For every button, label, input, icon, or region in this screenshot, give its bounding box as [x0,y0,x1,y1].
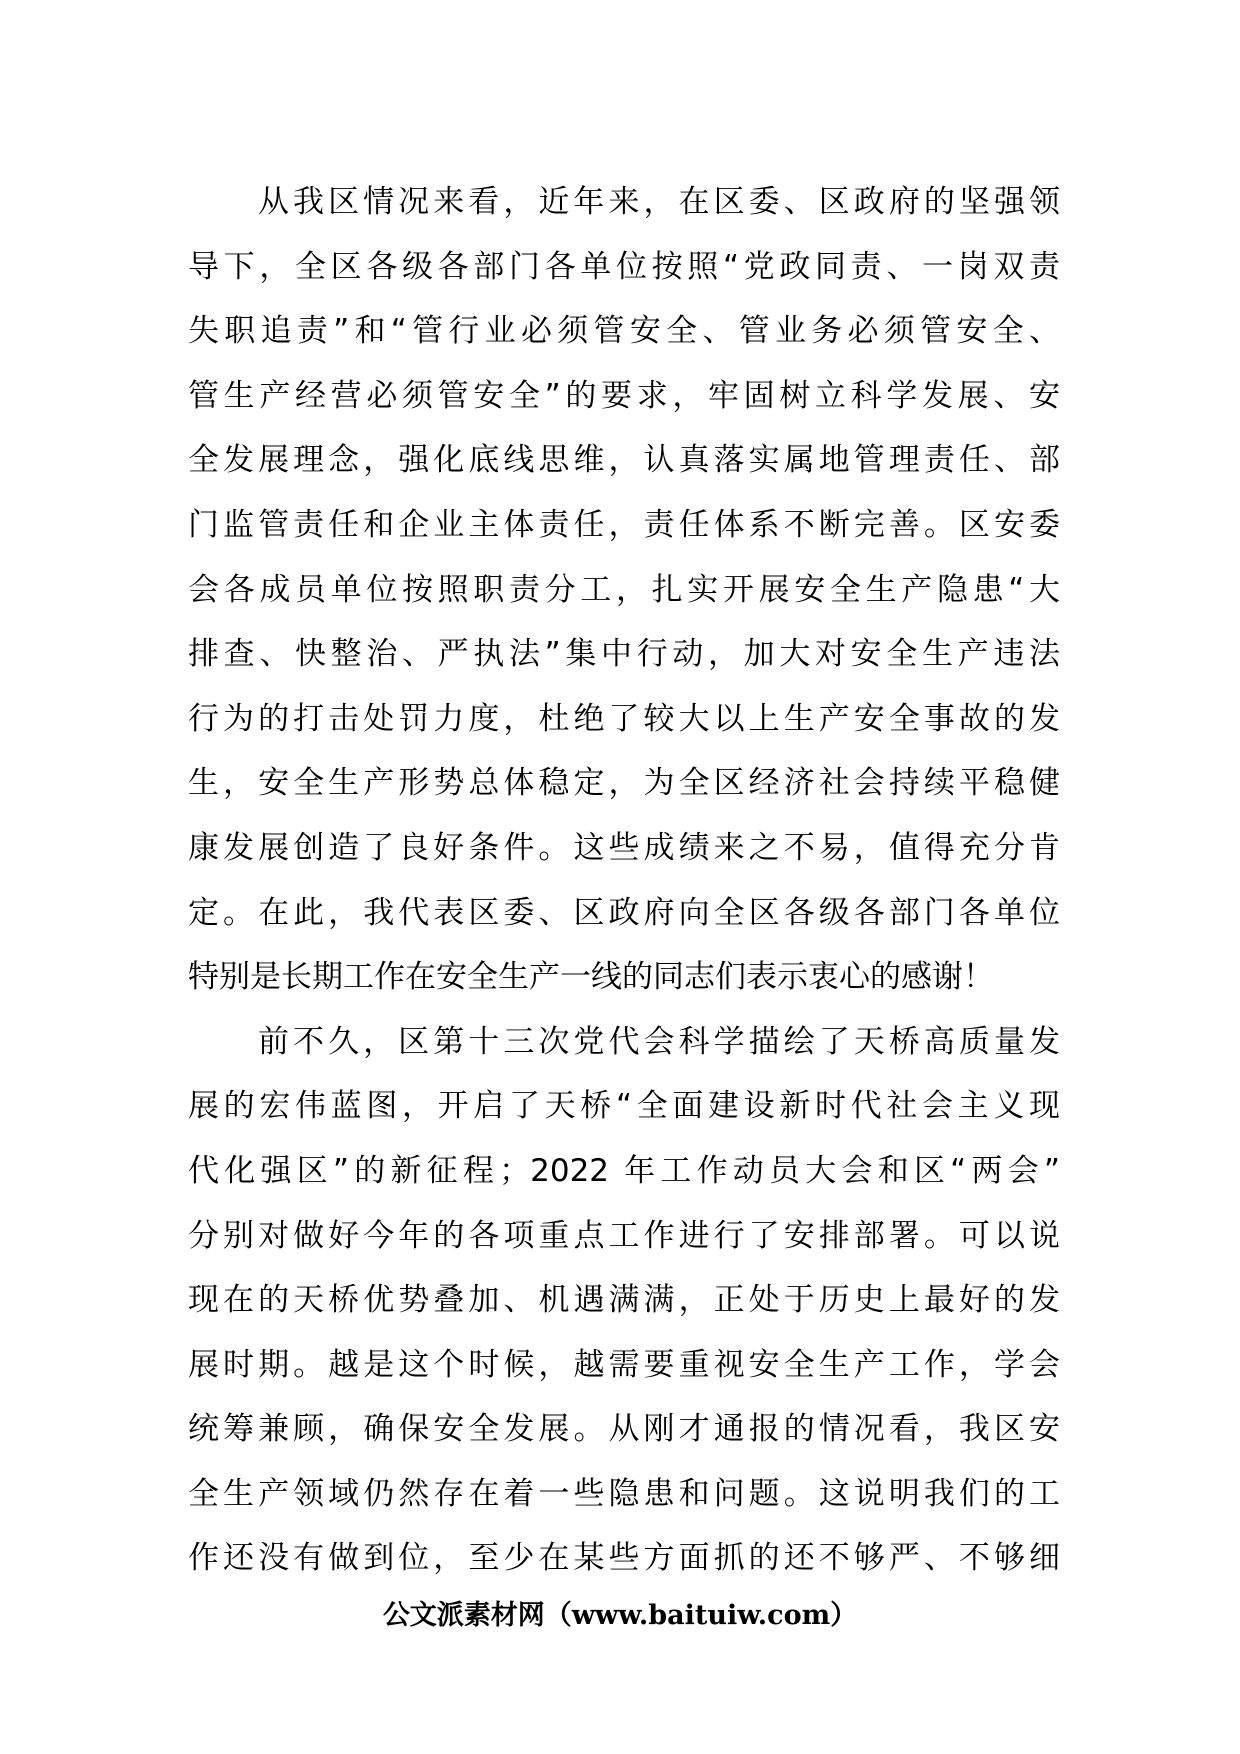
paragraph-1-line-5: 全发展理念，强化底线思维，认真落实属地管理责任、部 [188,442,1060,479]
paragraph-2-line-6: 展时期。越是这个时候，越需要重视安全生产工作，学会 [188,1346,1060,1383]
page-footer-source: 公文派素材网（www.baituiw.com） [382,1600,858,1631]
paragraph-1-line-8: 排查、快整治、严执法”集中行动，加大对安全生产违法 [188,636,1060,673]
paragraph-2-line-2: 展的宏伟蓝图，开启了天桥“全面建设新时代社会主义现 [188,1088,1060,1125]
paragraph-2-line-3: 代化强区”的新征程；2022 年工作动员大会和区“两会” [188,1152,1060,1189]
paragraph-1-line-4: 管生产经营必须管安全”的要求，牢固树立科学发展、安 [188,377,1060,414]
paragraph-2-line-1: 前不久，区第十三次党代会科学描绘了天桥高质量发 [258,1023,1060,1060]
paragraph-2-line-7: 统筹兼顾，确保安全发展。从刚才通报的情况看，我区安 [188,1411,1060,1448]
paragraph-1-line-12: 定。在此，我代表区委、区政府向全区各级各部门各单位 [188,894,1060,931]
paragraph-1-line-11: 康发展创造了良好条件。这些成绩来之不易，值得充分肯 [188,829,1060,866]
paragraph-1-line-6: 门监管责任和企业主体责任，责任体系不断完善。区安委 [188,506,1060,543]
paragraph-1-line-2: 导下，全区各级各部门各单位按照“党政同责、一岗双责 [188,248,1060,285]
document-body [188,170,1060,1591]
paragraph-1-line-7: 会各成员单位按照职责分工，扎实开展安全生产隐患“大 [188,571,1060,608]
paragraph-2-line-4: 分别对做好今年的各项重点工作进行了安排部署。可以说 [188,1217,1060,1254]
paragraph-1-line-3: 失职追责”和“管行业必须管安全、管业务必须管安全、 [188,313,1060,350]
paragraph-1-line-13: 特别是长期工作在安全生产一线的同志们表示衷心的感谢！ [188,959,994,996]
paragraph-2-line-5: 现在的天桥优势叠加、机遇满满，正处于历史上最好的发 [188,1282,1060,1319]
paragraph-1-line-1: 从我区情况来看，近年来，在区委、区政府的坚强领 [258,184,1060,220]
paragraph-1-line-10: 生，安全生产形势总体稳定，为全区经济社会持续平稳健 [188,765,1060,802]
paragraph-2-line-8: 全生产领域仍然存在着一些隐患和问题。这说明我们的工 [188,1475,1060,1512]
paragraph-1-line-9: 行为的打击处罚力度，杜绝了较大以上生产安全事故的发 [188,700,1060,737]
paragraph-2-line-9: 作还没有做到位，至少在某些方面抓的还不够严、不够细 [188,1540,1060,1577]
